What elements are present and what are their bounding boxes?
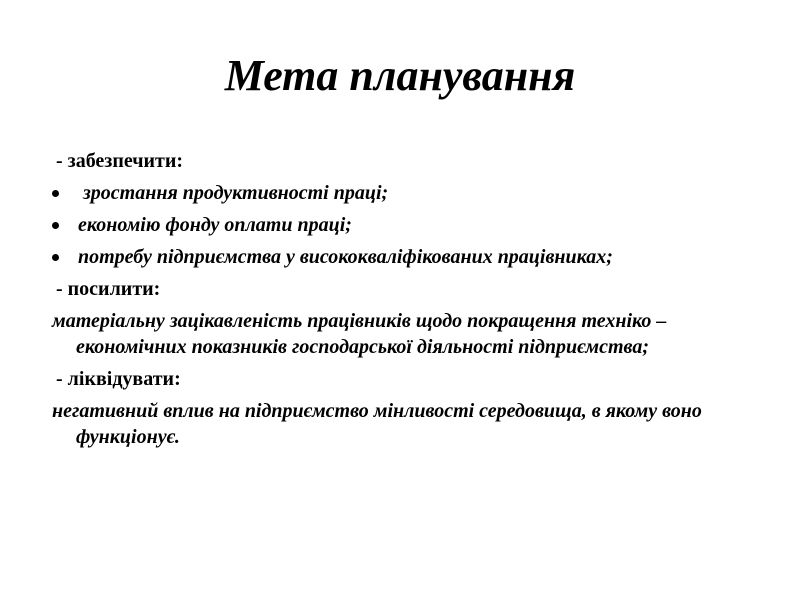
- strengthen-heading: - посилити:: [56, 278, 161, 300]
- ensure-list: [52, 180, 752, 270]
- list-item-text: потребу підприємства у висококваліфікованих працівниках;: [78, 246, 613, 268]
- bullet-icon: [52, 190, 59, 197]
- eliminate-heading: - ліквідувати:: [56, 368, 181, 390]
- strengthen-text: матеріальну зацікавленість працівників щодо покращення техніко – економічних показників господарської діяльності підприємства;: [52, 310, 667, 358]
- list-item-text: зростання продуктивності праці;: [78, 182, 389, 204]
- list-item: [52, 212, 752, 238]
- list-item: [52, 244, 752, 270]
- bullet-icon: [52, 222, 59, 229]
- slide-title: Мета планування: [224, 51, 576, 100]
- bullet-icon: [52, 254, 59, 261]
- eliminate-text: негативний вплив на підприємство мінливості середовища, в якому воно функціонує.: [52, 400, 702, 448]
- list-item-text: економію фонду оплати праці;: [78, 214, 352, 236]
- list-item: [52, 180, 752, 206]
- slide-body: [52, 148, 752, 456]
- ensure-heading: - забезпечити:: [56, 150, 184, 172]
